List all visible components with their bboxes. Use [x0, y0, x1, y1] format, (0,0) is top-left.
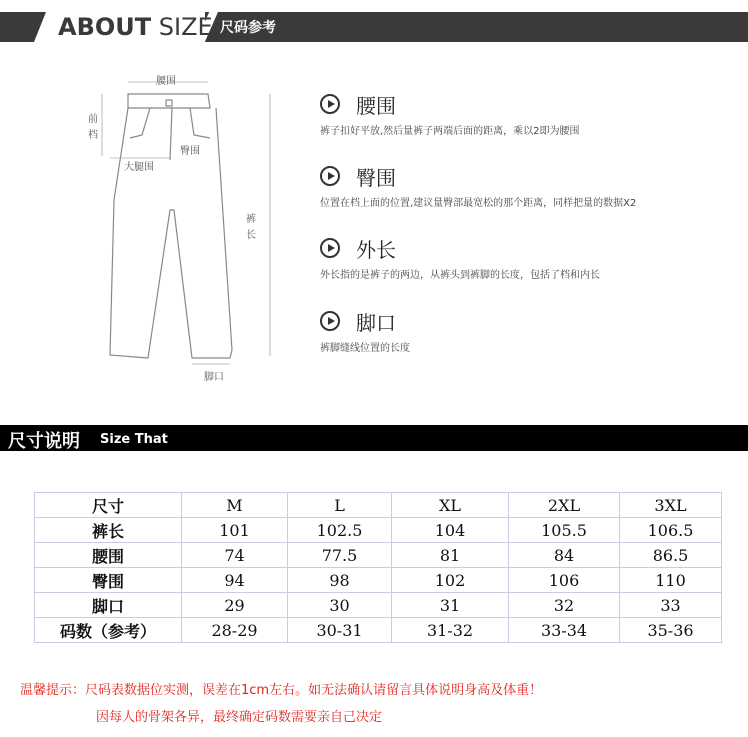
table-row: [35, 618, 722, 643]
header-right-block: [205, 12, 748, 42]
table-cell: 码数（参考）: [35, 618, 182, 643]
rise-label-bottom: 档: [88, 130, 98, 141]
band-title-cn: 尺寸说明: [8, 431, 80, 452]
table-cell: 102: [392, 568, 509, 593]
table-cell: 30-31: [288, 618, 392, 643]
table-cell: 84: [509, 543, 620, 568]
table-cell: 裤长: [35, 518, 182, 543]
length-label-top: 裤: [246, 214, 256, 225]
table-row: [35, 593, 722, 618]
thigh-label: 大腿围: [124, 162, 154, 173]
table-row: [35, 568, 722, 593]
table-cell: 74: [182, 543, 288, 568]
feature-desc: 裤脚缝线位置的长度: [320, 343, 410, 354]
play-circle-icon: [320, 238, 340, 258]
feature-desc: 裤子扣好平放,然后量裤子两端后面的距离，乘以2即为腰围: [320, 126, 580, 137]
table-cell: 101: [182, 518, 288, 543]
table-cell: 106: [509, 568, 620, 593]
play-circle-icon: [320, 166, 340, 186]
table-cell: 脚口: [35, 593, 182, 618]
hem-label: 脚口: [204, 372, 224, 383]
table-cell: 86.5: [620, 543, 722, 568]
table-cell: 31: [392, 593, 509, 618]
table-cell: 32: [509, 593, 620, 618]
table-cell: 33: [620, 593, 722, 618]
feature-title: 臀围: [356, 166, 396, 190]
table-cell: 81: [392, 543, 509, 568]
table-cell: 29: [182, 593, 288, 618]
length-label-bottom: 长: [246, 230, 256, 241]
table-cell: 30: [288, 593, 392, 618]
play-circle-icon: [320, 94, 340, 114]
table-cell: 77.5: [288, 543, 392, 568]
size-advice-note: 因每人的骨架各异，最终确定码数需要亲自己决定: [96, 710, 383, 725]
warm-tip-note: 温馨提示：尺码表数据位实测，误差在1cm左右。如无法确认请留言具体说明身高及体重！: [20, 683, 543, 698]
pants-outline: [80, 60, 290, 390]
about-size-title: ABOUT SIZE: [58, 13, 213, 41]
table-cell: 33-34: [509, 618, 620, 643]
waist-label: 腰围: [156, 76, 176, 87]
table-cell: 腰围: [35, 543, 182, 568]
table-cell: 102.5: [288, 518, 392, 543]
table-row: [35, 493, 722, 518]
table-cell: 98: [288, 568, 392, 593]
table-cell: 31-32: [392, 618, 509, 643]
size-reference-title: 尺码参考: [220, 20, 276, 36]
table-cell: M: [182, 493, 288, 518]
rise-label-top: 前: [88, 114, 98, 125]
table-cell: 110: [620, 568, 722, 593]
feature-desc: 外长指的是裤子的两边，从裤头到裤脚的长度，包括了档和内长: [320, 270, 600, 281]
band-title-en: Size That: [100, 432, 168, 447]
table-cell: 105.5: [509, 518, 620, 543]
size-table: [34, 492, 722, 643]
table-row: [35, 518, 722, 543]
hip-label: 臀围: [180, 146, 200, 157]
pants-diagram: [80, 60, 290, 390]
table-cell: 尺寸: [35, 493, 182, 518]
table-cell: 臀围: [35, 568, 182, 593]
table-cell: 35-36: [620, 618, 722, 643]
table-row: [35, 543, 722, 568]
feature-title: 腰围: [356, 94, 396, 118]
table-cell: 104: [392, 518, 509, 543]
table-cell: 28-29: [182, 618, 288, 643]
size-info-band: [0, 425, 748, 451]
feature-title: 外长: [356, 238, 396, 262]
feature-desc: 位置在档上面的位置,建议量臀部最宽松的那个距离，同样把量的数据X2: [320, 198, 637, 209]
feature-title: 脚口: [356, 311, 396, 335]
table-cell: 106.5: [620, 518, 722, 543]
play-circle-icon: [320, 311, 340, 331]
table-cell: XL: [392, 493, 509, 518]
table-cell: 3XL: [620, 493, 722, 518]
table-cell: 94: [182, 568, 288, 593]
table-cell: 2XL: [509, 493, 620, 518]
table-cell: L: [288, 493, 392, 518]
